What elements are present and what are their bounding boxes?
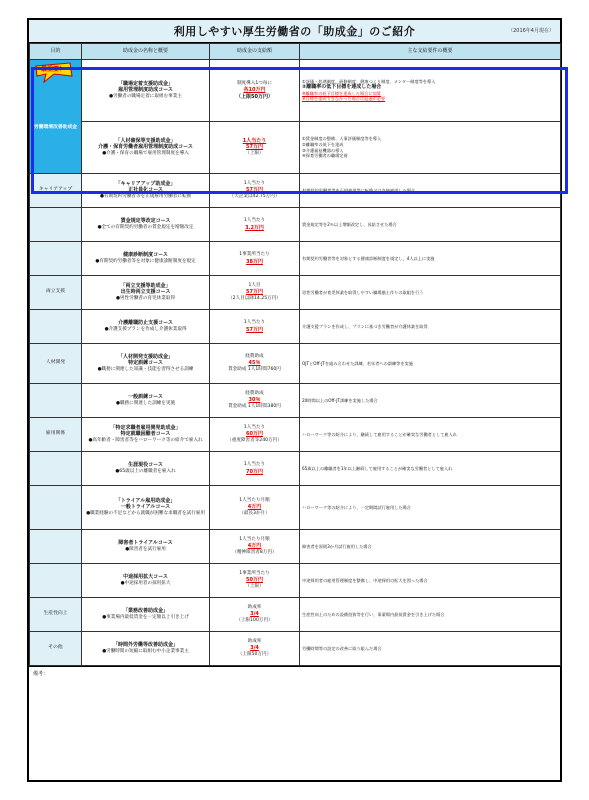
row-cond: 障害者を原則3か月試行雇用した場合 — [302, 543, 372, 549]
featured-course-1: 雇用管理制度助成コース — [118, 87, 173, 94]
subsidy-table — [29, 43, 561, 666]
row-course: 特定就職困難者コース — [120, 431, 171, 438]
row-category — [30, 310, 82, 344]
header-name: 助成金の名称と概要 — [82, 44, 210, 60]
row-amount — [210, 276, 300, 310]
row-cat: 両立支援 — [45, 289, 66, 295]
row-amt2: 3.2万円 — [245, 224, 264, 231]
featured-cond-1a: ①評価・処遇制度、研修制度、健康づくり制度、メンター制度等を導入 — [302, 79, 436, 85]
row-amount — [210, 242, 300, 276]
row-name: 「人材開発支援助成金」 — [117, 354, 173, 361]
featured-title-2: 「人材確保等支援助成金」 — [115, 138, 176, 145]
row-name — [82, 530, 210, 564]
row-conditions — [300, 276, 561, 310]
table-row — [30, 530, 561, 564]
table-row — [30, 564, 561, 598]
row-name: 「トライアル雇用助成金」 — [115, 498, 176, 505]
row-cond: 賃金規定等を2％以上増額改定し、昇給させた場合 — [302, 221, 397, 227]
row-cond: 65歳以上の離職者を1年以上継続して雇用することが確実な労働者として雇入れ — [302, 465, 453, 471]
row-cat: キャリアアップ — [38, 187, 73, 193]
row-amt2: 45％ — [248, 360, 261, 367]
row-amt1: 1人当たり — [243, 320, 266, 326]
row-amt2: 30％ — [248, 397, 261, 404]
row-conditions — [300, 174, 561, 208]
row-amount — [210, 632, 300, 666]
row-category — [30, 242, 82, 276]
row-course: 特定訓練コース — [128, 360, 163, 367]
row-amt1: 1人当たり — [243, 462, 266, 468]
row-desc: ●全ての有期契約労働者の賃金規定を増額改定 — [97, 224, 194, 230]
featured-cond-2c: ③介護福祉機器の導入 — [302, 147, 344, 153]
row-category — [30, 452, 82, 486]
row-name — [82, 344, 210, 384]
row-amt1: 助成率 — [247, 605, 262, 611]
row-amount — [210, 208, 300, 242]
table-row — [30, 598, 561, 632]
featured-cond-1d: ※目標を達成できなかった場合は返還が必要 — [302, 96, 386, 102]
featured-amount-1 — [210, 60, 300, 122]
row-amt1: 1人当たり — [243, 218, 266, 224]
table-row — [30, 486, 561, 530]
row-conditions — [300, 310, 561, 344]
table-row — [30, 242, 561, 276]
row-cat: 人材開発 — [45, 360, 66, 366]
row-name — [82, 598, 210, 632]
row-course: 介護離職防止支援コース — [118, 320, 173, 327]
row-category — [30, 530, 82, 564]
row-cond: 介護支援プランを作成し、プランに基づき労働者が介護休業を取得 — [302, 323, 428, 329]
row-conditions — [300, 598, 561, 632]
featured-desc-2: ●介護・保育の職場で雇用管理制度を導入 — [102, 150, 189, 156]
row-name: 「業務改善助成金」 — [122, 608, 168, 615]
row-desc: ●職務に関連した知識・技能を習得させる訓練 — [97, 366, 194, 372]
featured-name-2 — [82, 122, 210, 174]
row-amt2: 3/4 — [250, 645, 259, 652]
row-amt2: 50万円 — [246, 577, 263, 584]
row-cat: その他 — [48, 645, 63, 651]
featured-cond-2a: ①賃金制度の整備、人事評価制度等を導入 — [302, 136, 382, 142]
row-category — [30, 276, 82, 310]
row-cond: ハローワーク等の紹介により、一定期間試行雇用した場合 — [302, 504, 411, 510]
badge-label: 最重要！ — [40, 66, 66, 73]
row-conditions — [300, 242, 561, 276]
row-category — [30, 598, 82, 632]
row-amt3: （上限） — [245, 583, 264, 589]
row-desc: ●男性労働者の育児休業取得 — [115, 295, 176, 301]
featured-amt2-line2: 57万円 — [246, 144, 263, 151]
row-amt1: 助成率 — [247, 639, 262, 645]
table-row — [30, 452, 561, 486]
row-desc: ●障害者を試行雇用 — [125, 546, 166, 552]
row-amt2: 38万円 — [246, 258, 263, 265]
row-cat: 生産性向上 — [43, 611, 68, 617]
row-desc: ●有期契約労働者等を対象に健康診断制度を規定 — [95, 258, 196, 264]
row-conditions — [300, 452, 561, 486]
row-amt3: （最長3か月） — [239, 510, 270, 516]
row-desc: ●介護支援プランを作成し介護休業取得 — [104, 326, 187, 332]
row-amt1: 1人当たり — [243, 425, 266, 431]
row-category — [30, 564, 82, 598]
row-course: 生涯現役コース — [128, 462, 163, 469]
row-category — [30, 208, 82, 242]
row-name — [82, 452, 210, 486]
badge-icon — [34, 62, 74, 84]
row-cond: 20時間以上のOff-JT訓練を実施した場合 — [302, 397, 378, 403]
row-amt1: 1人当たり — [243, 181, 266, 187]
featured-row — [30, 122, 561, 174]
row-desc: ●65歳以上の離職者を雇入れ — [115, 468, 176, 474]
row-name — [82, 418, 210, 452]
row-conditions — [300, 384, 561, 418]
row-course: 健康診断制度コース — [123, 252, 168, 259]
row-course: 中途採用拡大コース — [123, 574, 168, 581]
row-amt1: 1人当たり月額 — [239, 498, 270, 504]
table-row — [30, 276, 561, 310]
featured-category — [30, 60, 82, 174]
row-amt1: 1事業所当たり — [239, 252, 270, 258]
table-row — [30, 418, 561, 452]
row-cond: 労働時間等の設定の改善に取り組んだ場合 — [302, 645, 382, 651]
featured-desc-1: ●労働者の職場定着に取組む事業主 — [109, 93, 182, 99]
row-name — [82, 632, 210, 666]
row-amt1: 経費助成 — [245, 391, 264, 397]
featured-amt2-line3: （上限） — [245, 150, 264, 156]
featured-conditions-1 — [300, 60, 561, 122]
row-name: 「両立支援等助成金」 — [120, 283, 171, 290]
header-purpose: 目的 — [30, 44, 82, 60]
table-row — [30, 344, 561, 384]
row-name — [82, 242, 210, 276]
row-amount — [210, 598, 300, 632]
row-conditions — [300, 344, 561, 384]
featured-course-2: 介護・保育労働者雇用管理制度助成コース — [98, 144, 193, 151]
row-amount — [210, 530, 300, 564]
table-row — [30, 310, 561, 344]
row-amount — [210, 174, 300, 208]
row-conditions — [300, 418, 561, 452]
row-amount — [210, 486, 300, 530]
featured-amt-line3: （上限50万円） — [236, 93, 273, 100]
row-amount — [210, 452, 300, 486]
row-cat: 雇用関係 — [45, 431, 66, 437]
row-name — [82, 208, 210, 242]
date-label: （2016年4月現在） — [508, 28, 554, 34]
row-name — [82, 384, 210, 418]
row-category — [30, 418, 82, 452]
header-conditions: 主な支給要件の概要 — [300, 44, 561, 60]
row-amt1: 1人当たり月額 — [239, 537, 270, 543]
row-amt3: （上限50万円） — [237, 651, 272, 657]
featured-cond-2d: ④保育労働者の職場定着 — [302, 153, 348, 159]
page-title: 利用しやすい厚生労働省の「助成金」のご紹介 — [173, 25, 416, 38]
header-amount: 助成金の支給額 — [210, 44, 300, 60]
row-amt1: 1事業所当たり — [239, 571, 270, 577]
row-desc: ●労働時間の短縮に取組む中小企業事業主 — [102, 648, 189, 654]
row-cond: ハローワーク等の紹介により、継続して雇用することが確実な労働者として雇入れ — [302, 431, 457, 437]
row-amount — [210, 384, 300, 418]
row-amt2: 70万円 — [246, 468, 263, 475]
row-name — [82, 276, 210, 310]
row-course: 正社員化コース — [128, 187, 163, 194]
row-cond: 中途採用者の雇用管理制度を整備し、中途採用の拡大を図った場合 — [302, 577, 428, 583]
row-amount — [210, 344, 300, 384]
row-amount — [210, 418, 300, 452]
featured-cond-1b: ②離職率の低下目標を達成した場合 — [302, 83, 382, 90]
table-header-row — [30, 44, 561, 60]
row-amt2: 57万円 — [246, 289, 263, 296]
row-category — [30, 486, 82, 530]
row-amount — [210, 310, 300, 344]
row-amt1: 1人目 — [248, 283, 261, 289]
row-amount — [210, 564, 300, 598]
row-name — [82, 486, 210, 530]
row-cond: 男性労働者が育児休業を取得しやすい職場風土作りの取組を行う — [302, 289, 424, 295]
notes-area — [29, 666, 560, 720]
featured-amt-line2: 各10万円 — [243, 87, 266, 94]
featured-title-1: 「職場定着支援助成金」 — [117, 81, 173, 88]
row-amt3: （上限100万円） — [236, 617, 273, 623]
title-bar — [29, 20, 560, 43]
row-conditions — [300, 530, 561, 564]
document-sheet — [27, 18, 562, 782]
row-name: 「キャリアアップ助成金」 — [115, 181, 176, 188]
row-name — [82, 310, 210, 344]
row-amt3: 賃金助成 1人1時間760円 — [228, 366, 281, 372]
row-name — [82, 564, 210, 598]
row-desc: ●有期契約労働者等を正規雇用労働者に転換 — [99, 193, 192, 199]
row-amt2: 4万円 — [247, 504, 262, 511]
row-cond: 有期契約労働者等を正規雇用等に転換又は直接雇用した場合 — [302, 187, 416, 193]
row-name: 「時間外労働等改善助成金」 — [112, 642, 178, 649]
row-amt2: 4万円 — [247, 543, 262, 550]
featured-conditions-2 — [300, 122, 561, 174]
featured-name-1 — [82, 60, 210, 122]
row-amt2: 57万円 — [246, 187, 263, 194]
row-cond: OJTとOff-JTを組み合わせた訓練、若年者への訓練等を実施 — [302, 360, 413, 366]
row-amt3: （2人目以降14.25万円） — [228, 295, 281, 301]
row-desc: ●高年齢者・障害者等をハローワーク等の紹介で雇入れ — [88, 437, 203, 443]
row-desc: ●事業場内最低賃金を一定額以上引き上げ — [102, 614, 189, 620]
row-conditions — [300, 208, 561, 242]
row-course: 一般訓練コース — [128, 394, 163, 401]
row-course: 障害者トライアルコース — [118, 540, 173, 547]
featured-amount-2 — [210, 122, 300, 174]
row-amt3: （大企業は42.75万円） — [229, 193, 280, 199]
row-category — [30, 384, 82, 418]
row-amt2: 57万円 — [246, 326, 263, 333]
featured-cond-2b: ②離職率の低下を達成 — [302, 141, 344, 147]
table-row — [30, 208, 561, 242]
row-category — [30, 632, 82, 666]
row-course: 出生時両立支援コース — [120, 289, 171, 296]
featured-row — [30, 60, 561, 122]
row-name — [82, 174, 210, 208]
notes-label: 備考： — [33, 671, 49, 677]
row-conditions — [300, 486, 561, 530]
row-conditions — [300, 632, 561, 666]
row-amt3: （重度障害者等240万円） — [227, 437, 282, 443]
row-cond: 有期契約労働者等を対象とする健康診断制度を規定し、4人以上に実施 — [302, 255, 435, 261]
table-row — [30, 632, 561, 666]
row-name: 「特定求職者雇用開発助成金」 — [110, 425, 181, 432]
featured-amt2-line1: 1人当たり — [242, 138, 267, 145]
row-desc: ●職務に関連した訓練を実施 — [115, 400, 176, 406]
row-amt2: 60万円 — [246, 431, 263, 438]
featured-amt-line1: 制度導入1つ毎に — [236, 81, 273, 87]
row-category — [30, 344, 82, 384]
table-row — [30, 384, 561, 418]
row-desc: ●職業経験の不足などから就職が困難な求職者を試行雇用 — [86, 510, 205, 516]
row-cond: 生産性向上のための設備投資等を行い、事業場内最低賃金を引き上げた場合 — [302, 611, 445, 617]
row-amt3: （精神障害者8万円） — [232, 549, 277, 555]
row-conditions — [300, 564, 561, 598]
row-course: 賃金規定等改定コース — [120, 218, 171, 225]
row-course: 一般トライアルコース — [120, 504, 171, 511]
row-category — [30, 174, 82, 208]
row-desc: ●中途採用者の採用拡大 — [120, 580, 171, 586]
featured-cond-1c: ※離職率の低下目標を達成した場合に加算 — [302, 90, 381, 96]
featured-category-label: 労働環境改善助成金 — [33, 125, 78, 131]
row-amt1: 経費助成 — [245, 354, 264, 360]
row-amt3: 賃金助成 1人1時間380円 — [228, 403, 281, 409]
table-row — [30, 174, 561, 208]
row-amt2: 3/4 — [250, 611, 259, 618]
